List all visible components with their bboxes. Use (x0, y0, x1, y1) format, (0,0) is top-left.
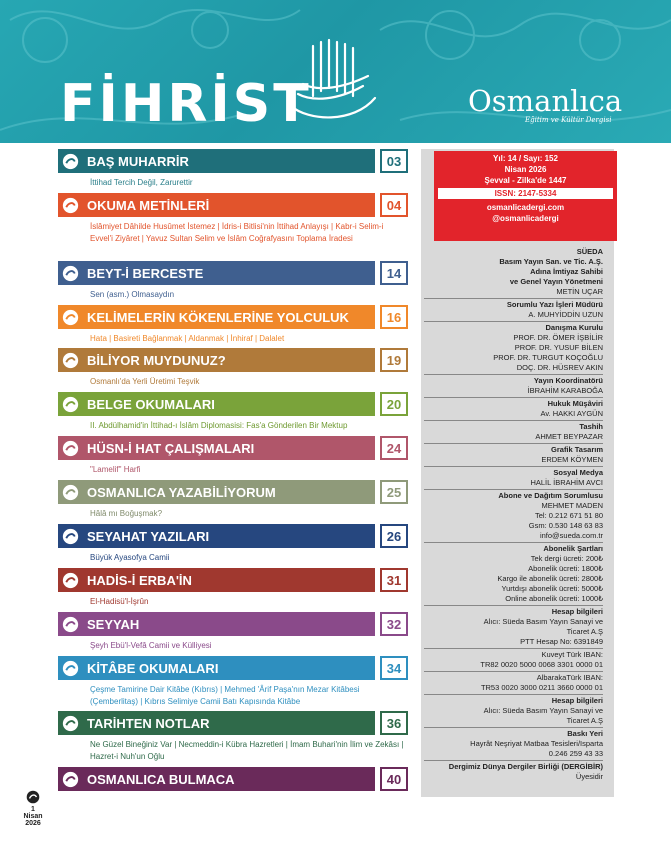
imprint-line: PTT Hesap No: 6391849 (520, 637, 603, 646)
toc-entry-bar[interactable] (58, 524, 375, 548)
imprint-line: Tashih (579, 422, 603, 431)
imprint-line: info@sueda.com.tr (539, 531, 603, 540)
imprint-line: Kargo ile abonelik ücreti: 2800₺ (497, 574, 603, 583)
toc-entry-title: KİTÂBE OKUMALARI (87, 660, 219, 676)
divider (424, 321, 603, 322)
toc-page-number[interactable]: 40 (380, 767, 408, 791)
toc-entry[interactable] (58, 711, 408, 735)
toc-page-number[interactable]: 20 (380, 392, 408, 416)
brand-tagline: Eğitim ve Kültür Dergisi (525, 116, 612, 124)
toc-entry[interactable] (58, 348, 408, 372)
toc-entry-subtitle: II. Abdülhamid'in İttihad-ı İslâm Diplomasisi: Fas'a Gönderilen Bir Mektup (90, 421, 348, 430)
toc-page-number[interactable]: 25 (380, 480, 408, 504)
osmanlica-logo-icon (58, 149, 82, 173)
imprint-line: TR53 0020 3000 0211 3660 0000 01 (480, 683, 603, 692)
imprint-line: Üyesidir (575, 772, 603, 781)
osmanlica-logo-icon (58, 261, 82, 285)
divider (424, 727, 603, 728)
toc-entry[interactable] (58, 568, 408, 592)
osmanlica-logo-icon (58, 480, 82, 504)
toc-entry-bar[interactable] (58, 612, 375, 636)
toc-entry-bar[interactable] (58, 193, 375, 217)
issue-hijri-date: Şevval - Zilka'de 1447 (484, 176, 567, 185)
imprint-line: ERDEM KÖYMEN (541, 455, 603, 464)
divider (424, 298, 603, 299)
osmanlica-logo-icon (58, 524, 82, 548)
toc-entry-bar[interactable] (58, 149, 375, 173)
toc-entry-title: BİLİYOR MUYDUNUZ? (87, 352, 226, 368)
toc-entry-title: SEYYAH (87, 616, 140, 632)
toc-entry-subtitle: Çeşme Tamirine Dair Kitâbe (Kıbrıs) | Mehmed 'Ârif Paşa'nın Mezar Kitâbesi (Çemberlitaş) | Kıbrıs Selimiye Camii Batı Kapısında Kitâbe (90, 685, 360, 706)
toc-entry-title: HADİS-İ ERBA'İN (87, 572, 192, 588)
toc-page-number[interactable]: 04 (380, 193, 408, 217)
imprint-line: Online abonelik ücreti: 1000₺ (505, 594, 603, 603)
social-handle[interactable]: @osmanlicadergi (492, 214, 559, 223)
imprint-line: Abone ve Dağıtım Sorumlusu (498, 491, 603, 500)
toc-entry-bar[interactable] (58, 305, 375, 329)
toc-page-number[interactable]: 26 (380, 524, 408, 548)
imprint-line: Yurtdışı abonelik ücreti: 5000₺ (501, 584, 603, 593)
toc-entry[interactable] (58, 524, 408, 548)
toc-entry-subtitle: Osmanlı'da Yerli Üretimi Teşvik (90, 377, 200, 386)
divider (424, 542, 603, 543)
logo-icon (26, 790, 40, 804)
imprint-line: AlbarakaTürk IBAN: (536, 673, 603, 682)
toc-entry-title: KELİMELERİN KÖKENLERİNE YOLCULUK (87, 309, 349, 325)
imprint-line: Hesap bilgileri (551, 696, 603, 705)
toc-entry-bar[interactable] (58, 568, 375, 592)
divider (424, 443, 603, 444)
toc-entry-title: SEYAHAT YAZILARI (87, 528, 210, 544)
osmanlica-logo-icon (58, 711, 82, 735)
imprint-line: Basım Yayın San. ve Tic. A.Ş. (499, 257, 603, 266)
toc-entry-subtitle: Büyük Ayasofya Camii (90, 553, 170, 562)
divider (424, 397, 603, 398)
osmanlica-logo-icon (58, 767, 82, 791)
toc-entry-subtitle: Şeyh Ebü'l-Vefâ Camii ve Külliyesi (90, 641, 212, 650)
toc-page-number[interactable]: 32 (380, 612, 408, 636)
toc-entry-subtitle: İslâmiyet Dâhilde Husûmet İstemez | İdris-i Bitlisi'nin İttihad Anlayışı | Kabr-i Selim-i Evvel'i Ziyâret | Yavuz Sultan Selim ve İslâm Coğrafyasını Toplama İradesi (90, 222, 384, 243)
toc-entry-subtitle: Sen (asm.) Olmasaydın (90, 290, 175, 299)
imprint-line: SÜEDA (576, 247, 603, 256)
imprint-line: Dergimiz Dünya Dergiler Birliği (DERGİBİR) (448, 762, 603, 771)
imprint-line: AHMET BEYPAZAR (535, 432, 603, 441)
toc-entry-subtitle: El-Hadisü'l-İşrûn (90, 597, 149, 606)
brand-logo: Osmanlıca (468, 84, 623, 118)
imprint-line: Ticaret A.Ş (566, 716, 603, 725)
basmala-calligraphy-icon (283, 36, 383, 126)
toc-entry[interactable] (58, 305, 408, 329)
imprint-line: Alıcı: Süeda Basım Yayın Sanayi ve (483, 617, 603, 626)
imprint-line: Hukuk Müşâviri (547, 399, 603, 408)
toc-page-number[interactable]: 31 (380, 568, 408, 592)
imprint-line: PROF. DR. ÖMER İŞBİLİR (513, 333, 603, 342)
issue-year: Yıl: 14 / Sayı: 152 (493, 154, 558, 163)
toc-entry[interactable] (58, 193, 408, 217)
header-banner (0, 0, 671, 143)
osmanlica-logo-icon (58, 656, 82, 680)
toc-entry-bar[interactable] (58, 656, 375, 680)
divider (424, 374, 603, 375)
imprint-line: DOÇ. DR. HÜSREV AKIN (516, 363, 603, 372)
osmanlica-logo-icon (58, 436, 82, 460)
issue-date: Nisan 2026 (504, 165, 547, 174)
imprint-line: HALİL İBRAHİM AVCI (530, 478, 603, 487)
toc-entry-title: OSMANLICA BULMACA (87, 771, 235, 787)
toc-entry-bar[interactable] (58, 480, 375, 504)
imprint-line: 0.246 259 43 33 (548, 749, 603, 758)
toc-entry-bar[interactable] (58, 348, 375, 372)
imprint-line: Danışma Kurulu (545, 323, 603, 332)
issn: ISSN: 2147-5334 (438, 188, 613, 199)
toc-entry[interactable] (58, 436, 408, 460)
toc-entry-bar[interactable] (58, 711, 375, 735)
footer-year: 2026 (25, 820, 41, 827)
imprint-line: Adına İmtiyaz Sahibi (530, 267, 603, 276)
imprint-line: Tel: 0.212 671 51 80 (535, 511, 603, 520)
osmanlica-logo-icon (58, 612, 82, 636)
toc-entry-title: BAŞ MUHARRİR (87, 153, 189, 169)
toc-page-number[interactable]: 16 (380, 305, 408, 329)
divider (424, 420, 603, 421)
imprint-line: A. MUHYİDDİN UZUN (528, 310, 603, 319)
toc-entry[interactable] (58, 261, 408, 285)
imprint-line: Tek dergi ücreti: 200₺ (530, 554, 603, 563)
imprint-line: Hesap bilgileri (551, 607, 603, 616)
toc-entry-subtitle: Hata | Basireti Bağlanmak | Aldanmak | İnhiraf | Dalalet (90, 334, 285, 343)
imprint-line: Alıcı: Süeda Basım Yayın Sanayi ve (483, 706, 603, 715)
imprint-line: MEHMET MADEN (541, 501, 603, 510)
toc-entry[interactable] (58, 612, 408, 636)
toc-entry-subtitle: İttihad Tercih Değil, Zarurettir (90, 178, 193, 187)
toc-entry-title: OKUMA METİNLERİ (87, 197, 210, 213)
toc-entry-subtitle: "Lamelif" Harfi (90, 465, 141, 474)
imprint-line: Baskı Yeri (567, 729, 603, 738)
osmanlica-logo-icon (58, 348, 82, 372)
osmanlica-logo-icon (58, 193, 82, 217)
toc-entry-bar[interactable] (58, 767, 375, 791)
toc-entry-bar[interactable] (58, 261, 375, 285)
imprint-line: PROF. DR. TURGUT KOÇOĞLU (493, 353, 603, 362)
toc-page-number[interactable]: 14 (380, 261, 408, 285)
imprint-line: Gsm: 0.530 148 63 83 (528, 521, 603, 530)
imprint-line: Sosyal Medya (553, 468, 603, 477)
divider (424, 489, 603, 490)
toc-entry-title: HÜSN-İ HAT ÇALIŞMALARI (87, 440, 255, 456)
toc-entry-title: BELGE OKUMALARI (87, 396, 215, 412)
toc-entry[interactable] (58, 656, 408, 680)
toc-page-number[interactable]: 19 (380, 348, 408, 372)
toc-entry-bar[interactable] (58, 436, 375, 460)
divider (424, 760, 603, 761)
page-footer (18, 790, 48, 827)
toc-entry-title: TARİHTEN NOTLAR (87, 715, 210, 731)
imprint-line: Sorumlu Yazı İşleri Müdürü (506, 300, 603, 309)
osmanlica-logo-icon (58, 305, 82, 329)
imprint-line: TR82 0020 5000 0068 3301 0000 01 (480, 660, 603, 669)
imprint-line: Ticaret A.Ş (566, 627, 603, 636)
imprint-line: PROF. DR. YUSUF BİLEN (514, 343, 603, 352)
toc-page-number[interactable]: 34 (380, 656, 408, 680)
imprint-line: Yayın Koordinatörü (533, 376, 603, 385)
osmanlica-logo-icon (58, 392, 82, 416)
divider (424, 694, 603, 695)
divider (424, 671, 603, 672)
website-link[interactable]: osmanlicadergi.com (486, 203, 565, 212)
imprint-line: Abonelik Şartları (543, 544, 603, 553)
toc-entry[interactable] (58, 767, 408, 791)
page-number: 1 (31, 806, 35, 813)
toc-entry[interactable] (58, 149, 408, 173)
toc-entry-subtitle: Hâlâ mı Boğuşmak? (90, 509, 163, 518)
toc-page-number[interactable]: 36 (380, 711, 408, 735)
toc-entry-title: BEYT-İ BERCESTE (87, 265, 204, 281)
toc-entry[interactable] (58, 392, 408, 416)
divider (424, 648, 603, 649)
toc-entry[interactable] (58, 480, 408, 504)
toc-entry-title: OSMANLICA YAZABİLİYORUM (87, 484, 276, 500)
toc-page-number[interactable]: 24 (380, 436, 408, 460)
divider (424, 466, 603, 467)
issue-info-box (434, 151, 617, 241)
imprint-line: Hayrât Neşriyat Matbaa Tesisleri/Isparta (470, 739, 603, 748)
imprint-line: Abonelik ücreti: 1800₺ (528, 564, 603, 573)
page-title: FİHRİST (60, 74, 312, 134)
imprint-line: Grafik Tasarım (551, 445, 603, 454)
footer-month: Nisan (23, 813, 43, 820)
imprint-line: Av. HAKKI AYGÜN (540, 409, 603, 418)
osmanlica-logo-icon (58, 568, 82, 592)
divider (424, 605, 603, 606)
imprint-line: ve Genel Yayın Yönetmeni (509, 277, 603, 286)
toc-page-number[interactable]: 03 (380, 149, 408, 173)
imprint-line: METİN UÇAR (556, 287, 603, 296)
toc-entry-subtitle: Ne Güzel Bineğiniz Var | Necmeddin-i Kübra Hazretleri | İmam Buhari'nin İlim ve Zekâsı | Hazret-i Nuh'un Oğlu (90, 740, 404, 761)
imprint-line: Kuveyt Türk IBAN: (541, 650, 603, 659)
toc-entry-bar[interactable] (58, 392, 375, 416)
imprint-line: İBRAHİM KARABOĞA (527, 386, 603, 395)
imprint-list (424, 247, 603, 782)
